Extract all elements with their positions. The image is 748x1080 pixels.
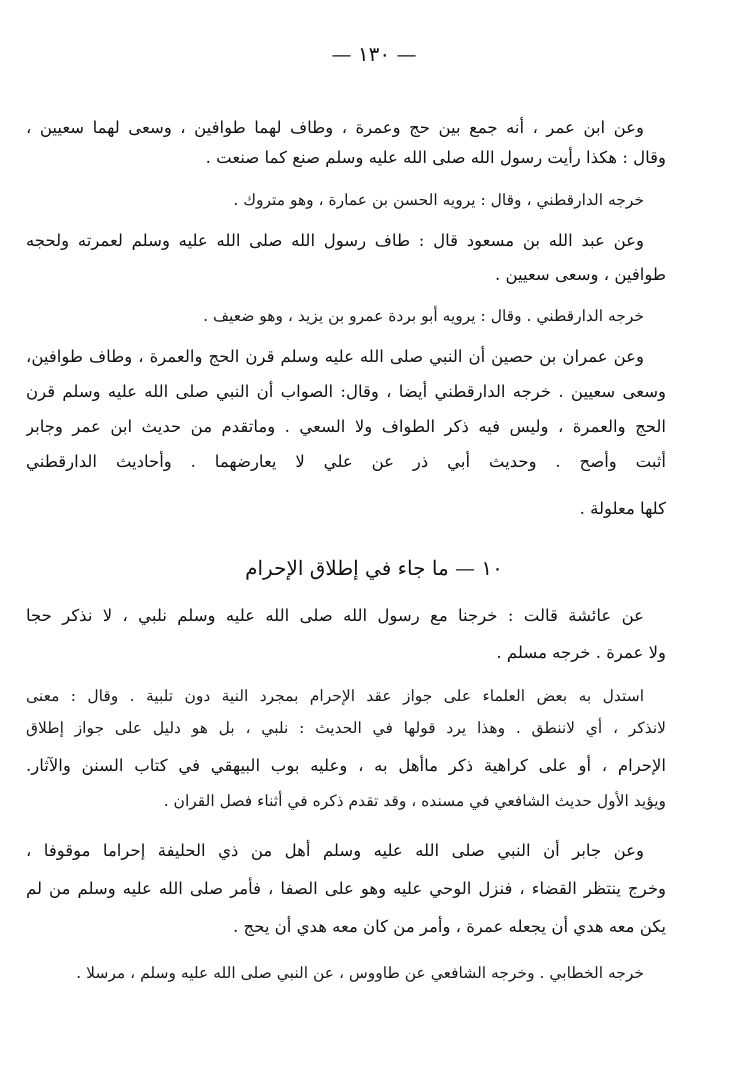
text-line: استدل به بعض العلماء على جواز عقد الإحرام بمجرد النية دون تلبية . وقال : معنى <box>26 687 644 705</box>
page-number: — ١٣٠ — <box>331 42 417 66</box>
text-line: وقال : هكذا رأيت رسول الله صلى الله عليه وسلم صنع كما صنعت . <box>205 148 666 167</box>
section-heading: ١٠ — ما جاء في إطلاق الإحرام <box>245 556 503 580</box>
text-line: يكن معه هدي أن يجعله عمرة ، وأمر من كان معه هدي أن يحج . <box>233 917 666 936</box>
text-line: وعن عمران بن حصين أن النبي صلى الله عليه وسلم قرن الحج والعمرة ، وطاف طوافين، <box>26 347 644 366</box>
text-line: الحج والعمرة ، وليس فيه ذكر الطواف ولا السعي . وماتقدم من حديث ابن عمر وجابر <box>26 417 666 436</box>
text-line: عن عائشة قالت : خرجنا مع رسول الله صلى الله عليه وسلم نلبي ، لا نذكر حجا <box>26 606 644 625</box>
text-line: كلها معلولة . <box>579 499 666 518</box>
text-line: لانذكر ، أي لاننطق . وهذا يرد قولها في الحديث : نلبي ، بل هو دليل على جواز إطلاق <box>26 719 666 737</box>
source-line: خرجه الدارقطني . وقال : يرويه أبو بردة عمرو بن يزيد ، وهو ضعيف . <box>203 307 644 325</box>
text-line: وعن عبد الله بن مسعود قال : طاف رسول الله صلى الله عليه وسلم لعمرته ولحجه <box>26 231 644 250</box>
text-line: وسعى سعيين . خرجه الدارقطني أيضا ، وقال: الصواب أن النبي صلى الله عليه وسلم قرن <box>26 382 666 401</box>
source-line: خرجه الخطابي . وخرجه الشافعي عن طاووس ، عن النبي صلى الله عليه وسلم ، مرسلا . <box>76 964 644 982</box>
text-line: ويؤيد الأول حديث الشافعي في مسنده ، وقد تقدم ذكره في أثناء فصل القران . <box>163 792 666 810</box>
text-line: وخرج ينتظر القضاء ، فنزل الوحي عليه وهو على الصفا ، فأمر صلى الله عليه وسلم من لم <box>26 879 666 898</box>
source-line: خرجه الدارقطني ، وقال : يرويه الحسن بن عمارة ، وهو متروك . <box>233 191 644 209</box>
text-line: وعن جابر أن النبي صلى الله عليه وسلم أهل من ذي الحليفة إحراما موقوفا ، <box>26 841 644 860</box>
text-line: أثبت وأصح . وحديث أبي ذر عن علي لا يعارضهما . وأحاديث الدارقطني <box>26 452 666 471</box>
text-line: طوافين ، وسعى سعيين . <box>494 265 666 284</box>
text-line: وعن ابن عمر ، أنه جمع بين حج وعمرة ، وطاف لهما طوافين ، وسعى لهما سعيين ، <box>26 118 644 137</box>
text-line: الإحرام ، أو على كراهية ذكر ماأهل به ، وعليه بوب البيهقي في كتاب السنن والآثار. <box>26 756 666 775</box>
text-line: ولا عمرة . خرجه مسلم . <box>496 643 666 662</box>
